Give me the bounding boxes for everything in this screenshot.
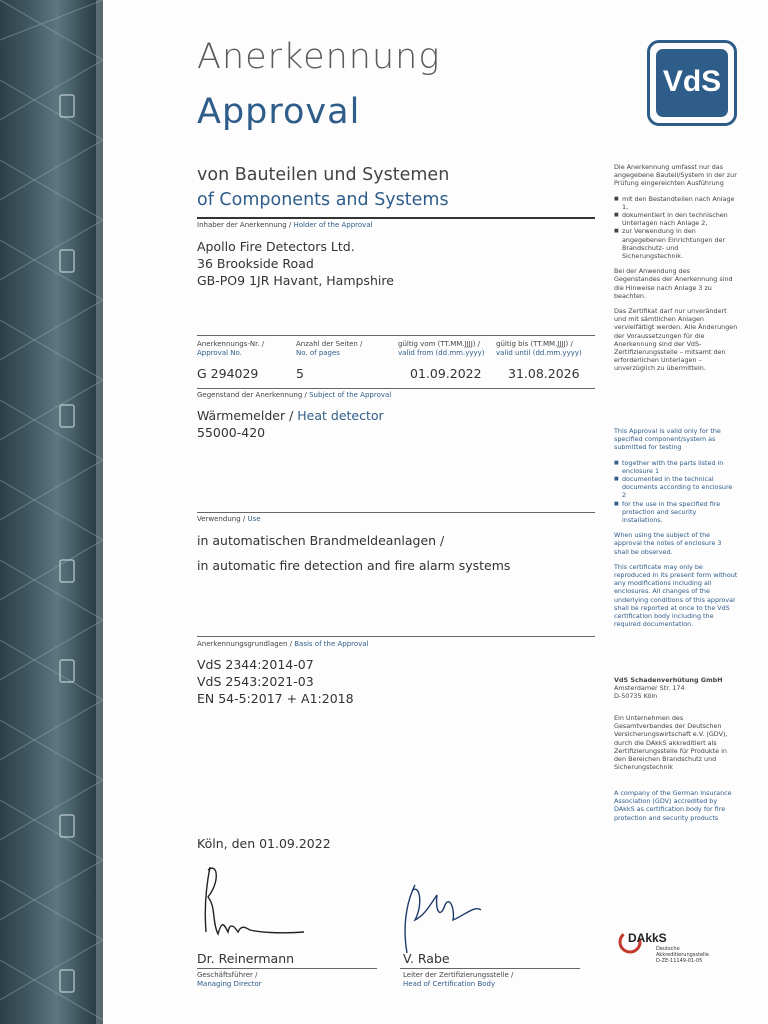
basis-label-de: Anerkennungsgrundlagen / (197, 640, 292, 648)
sidebar-list (614, 195, 738, 261)
signatory-role (403, 971, 513, 989)
holder-label-en: Holder of the Approval (293, 221, 373, 229)
role-de: Geschäftsführer / (197, 971, 258, 979)
holder-label-de: Inhaber der Anerkennung / (197, 221, 292, 229)
approval-number: G 294029 (197, 366, 259, 381)
holder-line: 36 Brookside Road (197, 256, 314, 271)
approval-no-label (197, 340, 264, 358)
sidebar-paragraph: This certificate may only be reproduced in its present form without any modifications including all enclosures. All changes of the underlying conditions of this approval shall be reported at once to the VdS certification body including the required documentation. (614, 562, 738, 629)
decorative-security-strip (0, 0, 103, 1024)
basis-item: VdS 2344:2014-07 (197, 657, 314, 672)
label-en: Approval No. (197, 349, 242, 357)
subject-name (197, 407, 384, 424)
holder-label (197, 221, 373, 230)
signatory-name: V. Rabe (403, 951, 450, 966)
label-de: Anzahl der Seiten / (296, 340, 363, 348)
sidebar-gdv-de: Ein Unternehmen des Gesamtverbandes der Deutschen Versicherungswirtschaft e.V. (GDV), durch die DAkkS akkreditiert als Zertifizierungsstelle für Produkte in den Bereichen Brandschutz und Sicherungstechnik (614, 714, 728, 772)
subtitle-de: von Bauteilen und Systemen (197, 165, 450, 185)
signature-reinermann (198, 862, 308, 942)
sidebar-paragraph: This Approval is valid only for the specified component/system as submitted for testing (614, 427, 721, 452)
label-de: Anerkennungs-Nr. / (197, 340, 265, 348)
sidebar-list (614, 459, 738, 525)
valid-until: 31.08.2026 (508, 366, 580, 381)
dakks-line: Deutsche (656, 946, 680, 952)
sidebar-paragraph: Die Anerkennung umfasst nur das angegebene Bauteil/System in der zur Prüfung eingereichten Ausführung (614, 163, 737, 188)
divider (197, 512, 595, 513)
pages-label (296, 340, 362, 358)
use-label (197, 515, 261, 524)
divider (197, 388, 595, 389)
role-de: Leiter der Zertifizierungsstelle / (403, 971, 514, 979)
sidebar-en (614, 427, 738, 635)
valid-from-label (398, 340, 485, 358)
page-count: 5 (296, 366, 304, 381)
sidebar-list-item: ■ zur Verwendung in den angegebenen Einrichtungen der Brandschutz- und Sicherungstechnik. (614, 227, 738, 260)
basis-item: EN 54-5:2017 + A1:2018 (197, 691, 354, 706)
divider (400, 968, 580, 969)
sidebar-address (614, 676, 738, 701)
subtitle-en: of Components and Systems (197, 190, 449, 210)
valid-from: 01.09.2022 (410, 366, 482, 381)
subject-label (197, 391, 391, 400)
dakks-logo (618, 927, 738, 972)
basis-label (197, 640, 369, 649)
sidebar-paragraph: When using the subject of the approval the notes of enclosure 3 shall be observed. (614, 531, 722, 556)
divider (197, 968, 377, 969)
label-de: gültig vom (TT.MM.JJJJ) / (398, 340, 481, 348)
title-en: Approval (197, 92, 361, 132)
use-label-de: Verwendung / (197, 515, 246, 523)
sidebar-list-item: ■ documented in the technical documents according to enclosure 2 (614, 475, 738, 500)
label-en: No. of pages (296, 349, 340, 357)
label-de: gültig bis (TT.MM.JJJJ) / (496, 340, 573, 348)
use-text-en: in automatic fire detection and fire alarm systems (197, 558, 511, 573)
use-text-de: in automatischen Brandmeldeanlagen / (197, 533, 445, 548)
company-city: D-50735 Köln (614, 692, 658, 701)
subject-name-en: Heat detector (297, 408, 384, 423)
subject-label-en: Subject of the Approval (309, 391, 392, 399)
vds-logo (647, 40, 737, 126)
basis-label-en: Basis of the Approval (294, 640, 369, 648)
label-en: valid from (dd.mm.yyyy) (398, 349, 485, 357)
company-name: VdS Schadenverhütung GmbH (614, 676, 723, 684)
basis-item: VdS 2543:2021-03 (197, 674, 314, 689)
place-date: Köln, den 01.09.2022 (197, 836, 331, 851)
sidebar-list-item: ■ together with the parts listed in enclosure 1 (614, 459, 738, 475)
signatory-role (197, 971, 262, 989)
sidebar-gdv-en: A company of the German Insurance Association (GDV) accredited by DAkkS as certification body for fire protection and security products (614, 789, 732, 822)
signature-rabe (395, 875, 485, 955)
subject-name-de: Wärmemelder / (197, 408, 294, 423)
dakks-caption (656, 946, 709, 964)
subject-model: 55000-420 (197, 425, 266, 440)
role-en: Head of Certification Body (403, 980, 496, 988)
title-de: Anerkennung (197, 37, 441, 77)
dakks-line: D-ZE-11149-01-05 (656, 958, 703, 964)
holder-line: Apollo Fire Detectors Ltd. (197, 239, 355, 254)
sidebar-de (614, 163, 738, 380)
divider (197, 335, 595, 336)
divider (197, 217, 595, 219)
divider (197, 636, 595, 637)
sidebar-list-item: ■ mit den Bestandteilen nach Anlage 1, (614, 195, 738, 211)
role-en: Managing Director (197, 980, 262, 988)
sidebar-paragraph: Bei der Anwendung des Gegenstandes der Anerkennung sind die Hinweise nach Anlage 3 zu beachten. (614, 267, 733, 300)
holder-address (197, 238, 394, 289)
holder-line: GB-PO9 1JR Havant, Hampshire (197, 273, 394, 288)
basis-list (197, 656, 354, 707)
sidebar-paragraph: Das Zertifikat darf nur unverändert und mit sämtlichen Anlagen vervielfältigt werden. Alle Änderungen der Voraussetzungen für die Anerkennung sind der VdS-Zertifizierungsstelle – mitsamt den erforderlichen Unterlagen – unverzüglich zu übermitteln. (614, 307, 738, 373)
label-en: valid until (dd.mm.yyyy) (496, 349, 582, 357)
valid-until-label (496, 340, 582, 358)
vds-logo-text: VdS (656, 49, 728, 117)
sidebar-list-item: ■ dokumentiert in den technischen Unterlagen nach Anlage 2, (614, 211, 738, 227)
sidebar-list-item: ■ for the use in the specified fire protection and security installations. (614, 500, 738, 525)
company-street: Amsterdamer Str. 174 (614, 684, 685, 693)
signatory-name: Dr. Reinermann (197, 951, 295, 966)
subject-label-de: Gegenstand der Anerkennung / (197, 391, 307, 399)
use-label-en: Use (247, 515, 261, 523)
dakks-name: DAkkS (628, 931, 667, 945)
dakks-line: Akkreditierungsstelle (656, 952, 709, 958)
